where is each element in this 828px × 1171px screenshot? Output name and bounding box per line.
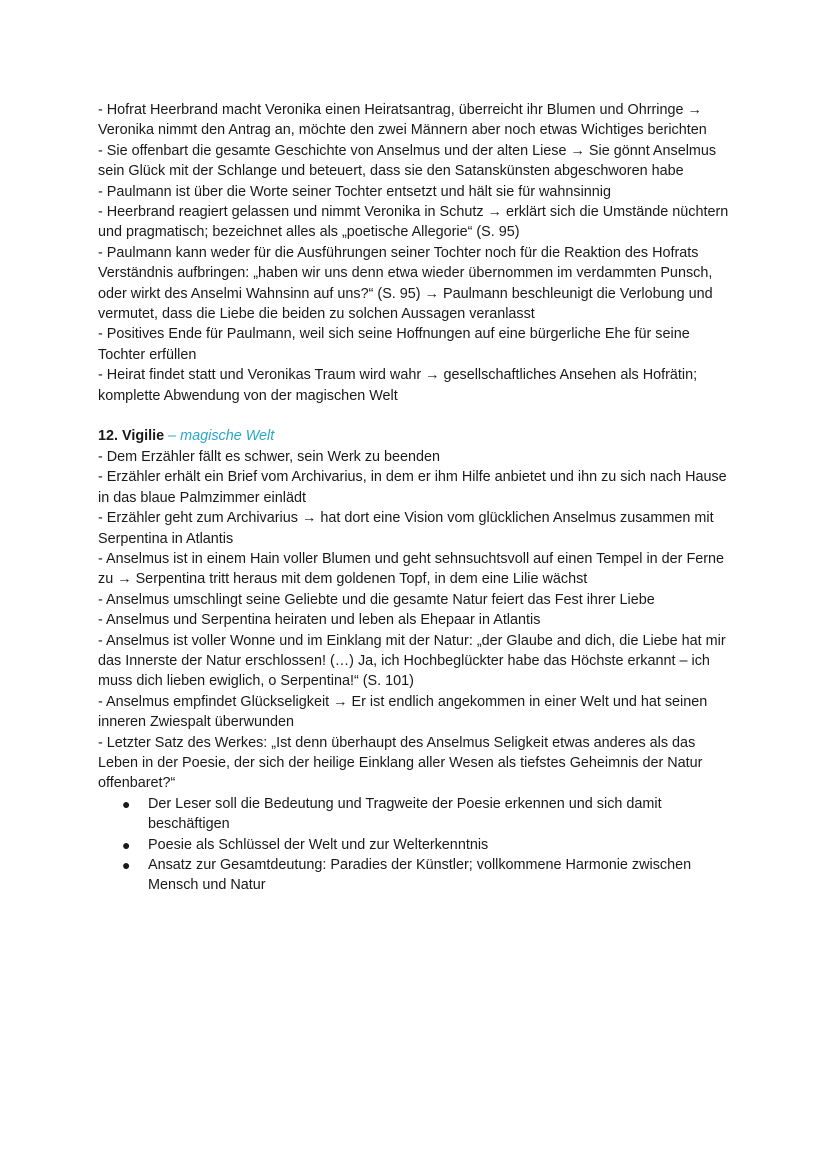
bullet-item <box>122 835 738 855</box>
section-subtitle: magische Welt <box>180 428 275 445</box>
bullet-text: Ansatz zur Gesamtdeutung: Paradies der Künstler; vollkommene Harmonie zwischen Mensch und Natur <box>148 857 692 894</box>
paragraph-gap <box>98 406 738 426</box>
document-page <box>98 100 738 896</box>
note-line: - Anselmus umschlingt seine Geliebte und die gesamte Natur feiert das Fest ihrer Liebe <box>98 591 655 608</box>
bullet-item <box>122 794 738 835</box>
section-title: 12. Vigilie <box>98 428 165 445</box>
note-line: - Anselmus empfindet Glückseligkeit → Er ist endlich angekommen in einer Welt und hat seinen inneren Zwiespalt überwunden <box>98 693 708 731</box>
note-line: - Sie offenbart die gesamte Geschichte von Anselmus und der alten Liese → Sie gönnt Anselmus sein Glück mit der Schlange und beteuert, dass sie den Satanskünsten abgeschworen habe <box>98 142 717 180</box>
note-line: - Heerbrand reagiert gelassen und nimmt Veronika in Schutz → erklärt sich die Umstände nüchtern und pragmatisch; bezeichnet alles als „poetische Allegorie“ (S. 95) <box>98 204 729 241</box>
bullet-list <box>98 794 738 896</box>
section-heading <box>98 426 738 446</box>
section-12 <box>98 426 738 895</box>
note-line: - Anselmus ist voller Wonne und im Einklang mit der Natur: „der Glaube and dich, die Liebe hat mir das Innerste der Natur erschlossen! (…) Ja, ich Hochbeglückter habe das Höchste erkannt – ich muss dich lieben ewiglich, o Serpentina!“ (S. 101) <box>98 632 726 690</box>
bullet-dot-icon: ● <box>122 836 131 853</box>
bullet-dot-icon: ● <box>122 795 131 812</box>
note-line: - Paulmann ist über die Worte seiner Tochter entsetzt und hält sie für wahnsinnig <box>98 183 612 200</box>
note-line: - Letzter Satz des Werkes: „Ist denn überhaupt des Anselmus Seligkeit etwas anderes als das Leben in der Poesie, der sich der heilige Einklang aller Wesen als tiefstes Geheimnis der Natur offenbaret?“ <box>98 734 703 792</box>
bullet-dot-icon: ● <box>122 857 131 874</box>
note-line: - Positives Ende für Paulmann, weil sich seine Hoffnungen auf eine bürgerliche Ehe für seine Tochter erfüllen <box>98 326 690 363</box>
note-line: - Dem Erzähler fällt es schwer, sein Werk zu beenden <box>98 448 441 465</box>
note-line: - Heirat findet statt und Veronikas Traum wird wahr → gesellschaftliches Ansehen als Hofrätin; komplette Abwendung von der magischen Welt <box>98 367 698 404</box>
section-dash: – <box>164 428 181 445</box>
note-line: - Erzähler geht zum Archivarius → hat dort eine Vision vom glücklichen Anselmus zusammen mit Serpentina in Atlantis <box>98 510 714 547</box>
note-line: - Anselmus ist in einem Hain voller Blumen und geht sehnsuchtsvoll auf einen Tempel in der Ferne zu → Serpentina tritt heraus mit dem goldenen Topf, in dem eine Lilie wächst <box>98 550 725 588</box>
note-line: - Paulmann kann weder für die Ausführungen seiner Tochter noch für die Reaktion des Hofrats Verständnis aufbringen: „haben wir uns denn etwa wieder übernommen im verdammten Punsch, oder wirkt des Anselmi Wahnsinn auf uns?“ (S. 95) → Paulmann beschleunigt die Verlobung und vermutet, dass die Liebe die beiden zu solchen Aussagen veranlasst <box>98 244 713 323</box>
bullet-text: Poesie als Schlüssel der Welt und zur Welterkenntnis <box>148 836 489 853</box>
note-line: - Erzähler erhält ein Brief vom Archivarius, in dem er ihm Hilfe anbietet und ihn zu sich nach Hause in das blaue Palmzimmer einlädt <box>98 469 727 506</box>
note-line: - Anselmus und Serpentina heiraten und leben als Ehepaar in Atlantis <box>98 612 541 629</box>
bullet-item <box>122 855 738 896</box>
section-11-notes <box>98 100 738 406</box>
bullet-text: Der Leser soll die Bedeutung und Tragweite der Poesie erkennen und sich damit beschäftigen <box>148 795 662 833</box>
note-line: - Hofrat Heerbrand macht Veronika einen Heiratsantrag, überreicht ihr Blumen und Ohrringe → Veronika nimmt den Antrag an, möchte den zwei Männern aber noch etwas Wichtiges berichten <box>98 102 707 139</box>
